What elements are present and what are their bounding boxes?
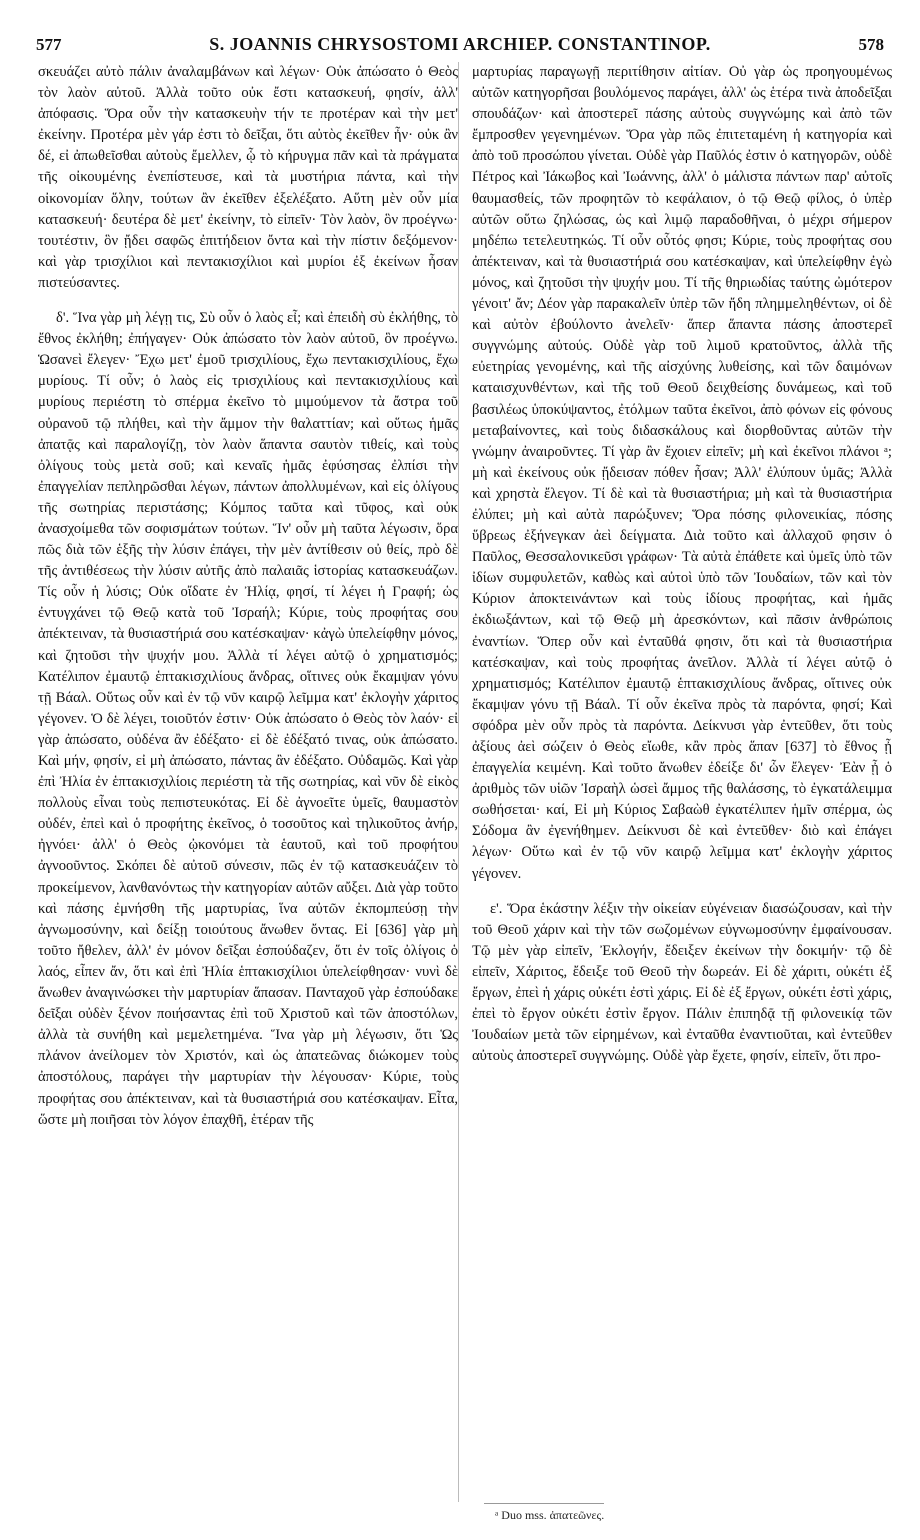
paragraph: σκευάζει αὐτὸ πάλιν ἀναλαμβάνων καὶ λέγων· Οὐκ ἀπώσατο ὁ Θεὸς τὸν λαὸν αὐτοῦ. Ἀλλὰ τοῦτο οὐκ ἔστι κατασκευή, φησίν, ἀλλ' ἀπόφασις. Ὅρα οὖν τὴν κατασκευὴν τήν τε προτέραν καὶ τὴν μετ' ἐκείνην. Προτέρα μὲν γάρ ἐστι τὸ δεῖξαι, ὅτι αὐτὸς ἐκεῖθεν ἦν· οὐκ ἂν δέ, εἰ ἀπωθεῖσθαι αὐτοὺς ἔμελλεν, ᾧ τὸ κήρυγμα πᾶν καὶ τὰ πράγματα τῆς οἰκουμένης ἐνεπίστευσε, καὶ τὰ μυστήρια πάντα, καὶ τὴν οἰκονομίαν ὅλην, τούτων ἂν ἐκεῖθεν ἐξελέξατο. Αὕτη μὲν οὖν μία κατασκευή· δευτέρα δὲ μετ' ἐκείνην, τὸ εἰπεῖν· Τὸν λαὸν, ὃν προέγνω· τουτέστιν, ὃν ᾔδει σαφῶς ἐπιτήδειον ὄντα καὶ τὴν πίστιν δεξόμενον· καὶ γὰρ τρισχίλιοι καὶ πεντακισχίλιοι καὶ μυρίοι ἐξ ἐκείνων ἦσαν πιστεύσαντες. bbox=[38, 64, 458, 291]
page-number-left: 577 bbox=[36, 35, 62, 54]
footnote-rule bbox=[484, 1503, 604, 1504]
right-column bbox=[472, 62, 892, 1502]
paragraph: δ'. Ἵνα γὰρ μὴ λέγῃ τις, Σὺ οὖν ὁ λαὸς εἶ; καὶ ἐπειδὴ σὺ ἐκλήθης, τὸ ἔθνος ἐκλήθη; ἐπήγαγεν· Οὐκ ἀπώσατο τὸν λαὸν αὐτοῦ, ὃν προέγνω. Ὡσανεὶ ἔλεγεν· Ἔχω μετ' ἐμοῦ τρισχιλίους, ἔχω πεντακισχιλίους, ἔχω μυρίους. Τί οὖν; ὁ λαὸς εἰς τρισχιλίους καὶ πεντακισχιλίους καὶ μυρίους περιέστη τὸ σπέρμα ἐκεῖνο τὸ μιμούμενον τὰ ἄστρα τοῦ οὐρανοῦ τῷ πλήθει, καὶ τὴν ἄμμον τὴν θαλαττίαν; καὶ οὕτως ἡμᾶς ἀπατᾷς καὶ παραλογίζῃ, τὸν λαὸν ἅπαντα σαυτὸν τιθείς, καὶ τοὺς ὀλίγους τοὺς μετὰ σοῦ; καὶ κεναῖς ἡμᾶς ἐφύσησας ἐλπίσι τὴν ἐπαγγελίαν πεπληρῶσθαι λέγων, πάντων ἀπολλυμένων, καὶ εἰς ὀλίγους τῆς σωτηρίας περιστάσης; Κόμπος ταῦτα καὶ τῦφος, καὶ οὐκ ἀνασχοίμεθα τῶν σοφισμάτων τούτων. Ἵν' οὖν μὴ ταῦτα λέγωσιν, ὅρα πῶς διὰ τῶν ἑξῆς τὴν λύσιν ἐπάγει, τὴν μὲν ἀντίθεσιν οὐ θείς, πρὸ δὲ τῆς ἀντιθέσεως τὴν λύσιν αὐτῆς ἀπὸ παλαιᾶς ἱστορίας κατασκευάζων. Τίς οὖν ἡ λύσις; Οὐκ οἴδατε ἐν Ἠλίᾳ, φησί, τί λέγει ἡ Γραφή; ὡς ἐντυγχάνει τῷ Θεῷ κατὰ τοῦ Ἰσραήλ; Κύριε, τοὺς προφήτας σου ἀπέκτειναν, τὰ θυσιαστήριά σου κατέσκαψαν· κἀγὼ ὑπελείφθην μόνος, καὶ ζητοῦσι τὴν ψυχήν μου. Ἀλλὰ τί λέγει αὐτῷ ὁ χρηματισμός; Κατέλιπον ἐμαυτῷ ἑπτακισχιλίους ἄνδρας, οἵτινες οὐκ ἔκαμψαν γόνυ τῇ Βάαλ. Οὕτως οὖν καὶ ἐν τῷ νῦν καιρῷ λεῖμμα κατ' ἐκλογὴν χάριτος γέγονεν. Ὁ δὲ λέγει, τοιοῦτόν ἐστιν· Οὐκ ἀπώσατο ὁ Θεὸς τὸν λαόν· εἰ γὰρ ἀπώσατο, οὐδένα ἂν ἐδέξατο· εἰ δὲ ἐδέξατό τινας, οὐκ ἀπώσατο. Καὶ μήν, φησίν, εἰ μὴ ἀπώσατο, πάντας ἂν ἐδέξατο. Οὐδαμῶς. Καὶ γὰρ ἐπὶ Ἠλία ἐν ἑπτακισχιλίοις περιέστη τὰ τῆς σωτηρίας, καὶ νῦν δὲ εἰκὸς πολλοὺς εἶναι τοὺς πεπιστευκότας. Εἰ δὲ ἀγνοεῖτε ὑμεῖς, θαυμαστὸν οὐδέν, ἐπεὶ καὶ ὁ προφήτης ἐκεῖνος, ὁ τοσοῦτος καὶ τηλικοῦτος ἀνήρ, ἠγνόει· ἀλλ' ὁ Θεὸς ᾠκονόμει τὰ ἑαυτοῦ, καὶ τοῦ προφήτου ἀγνοοῦντος. Σκόπει δὲ αὐτοῦ σύνεσιν, πῶς ἐν τῷ κατασκευάζειν τὸ προκείμενον, λανθανόντως τὴν κατηγορίαν αὐτῶν αὔξει. Διὰ γὰρ τοῦτο καὶ πάσης ἐμνήσθη τῆς μαρτυρίας, ἵνα αὐτῶν ἐκπομπεύσῃ τὴν ἀγνωμοσύνην, καὶ δείξῃ τοιούτους ἄνωθεν ὄντας. Εἰ [636] γὰρ μὴ τοῦτο ἤθελεν, ἀλλ' ἐν μόνον δεῖξαι ἐσπούδαζεν, ὅτι ἐν τοῖς ὀλίγοις ὁ λαός, εἶπεν ἄν, ὅτι καὶ ἐπὶ Ἠλία ἑπτακισχίλιοι ὑπελείφθησαν· νυνὶ δὲ ἄνωθεν ἀναγινώσκει τὴν μαρτυρίαν ἅπασαν. Πανταχοῦ γὰρ ἐσπούδακε δεῖξαι οὐδὲν ξένον ποιήσαντας ἐπὶ τοῦ Χριστοῦ καὶ τῶν ἀποστόλων, ἀλλὰ τὰ συνήθη καὶ μεμελετημένα. Ἵνα γὰρ μὴ λέγωσιν, ὅτι Ὡς πλάνον ἀνείλομεν τὸν Χριστόν, καὶ ὡς ἀπατεῶνας διώκομεν τοὺς ἀποστόλους, παράγει τὴν μαρτυρίαν τὴν λέγουσαν· Κύριε, τοὺς προφήτας σου ἀπέκτειναν, καὶ τὰ θυσιαστήριά σου κατέσκαψαν. Εἶτα, ὥστε μὴ ποιῆσαι τὸν λόγον ἐπαχθῆ, ἑτέραν τῆς bbox=[38, 310, 458, 1128]
paragraph: μαρτυρίας παραγωγῇ περιτίθησιν αἰτίαν. Οὐ γὰρ ὡς προηγουμένως αὐτῶν κατηγορῆσαι βουλόμενος παράγει, ἀλλ' ὡς ἑτέρα τινὰ ἀποδεῖξαι σπουδάζων· καὶ ἀποστερεῖ πάσης αὐτοὺς συγγνώμης καὶ ἀπὸ τῶν ἔμπροσθεν γεγενημένων. Ὅρα γὰρ πῶς ἐπιτεταμένη ἡ κατηγορία καὶ ἀπὸ τοῦ προσώπου γίνεται. Οὐδὲ γὰρ Παῦλός ἐστιν ὁ κατηγορῶν, οὐδὲ Πέτρος καὶ Ἰάκωβος καὶ Ἰωάννης, ἀλλ' ὁ μάλιστα πάντων παρ' αὐτοῖς θαυμασθείς, τῶν προφητῶν τὸ κεφάλαιον, ὁ τῷ Θεῷ φίλος, ὁ ὑπὲρ αὐτῶν οὕτω ζηλώσας, ὡς καὶ λιμῷ παραδοθῆναι, ὁ μέχρι σήμερον μηδέπω τετελευτηκώς. Τί οὖν οὗτός φησι; Κύριε, τοὺς προφήτας σου ἀπέκτειναν, καὶ τὰ θυσιαστήριά σου κατέσκαψαν, καὶ ὑπελείφθην ἐγὼ μόνος, καὶ ζητοῦσι τὴν ψυχήν μου. Τί τῆς θηριωδίας ταύτης ὠμότερον γένοιτ' ἄν; Δέον γὰρ παρακαλεῖν ὑπὲρ τῶν ἤδη πλημμεληθέντων, οἱ δὲ καὶ αὐτὸν ἐβούλοντο ἀνελεῖν· ἅπερ ἅπαντα πάσης ἀποστερεῖ συγγνώμης αὐτούς. Οὐδὲ γὰρ τοῦ λιμοῦ κρατοῦντος, ἀλλὰ τῆς εὐετηρίας γενομένης, καὶ τῆς αἰσχύνης λυθείσης, καὶ τῶν δαιμόνων καταισχυνθέντων, καὶ τῆς τοῦ Θεοῦ δειχθείσης δυνάμεως, καὶ τοῦ βασιλέως ὑποκύψαντος, ἐτόλμων ταῦτα ἐκεῖνοι, ἀπὸ φόνων εἰς φόνους μεταβαίνοντες, καὶ τοὺς διδασκάλους καὶ διορθοῦντας αὐτῶν τὴν γνώμην ἀναιροῦντες. Τί γὰρ ἂν ἔχοιεν εἰπεῖν; μὴ καὶ ἐκεῖνοι πλάνοι ᵃ; μὴ καὶ ἐκείνους οὐκ ᾔδεισαν πόθεν ἦσαν; Ἀλλ' ἐλύπουν ὑμᾶς; Ἀλλὰ καὶ χρηστὰ ἔλεγον. Τί δὲ καὶ τὰ θυσιαστήρια; μὴ καὶ τὰ θυσιαστήρια ἐλύπει; μὴ καὶ αὐτὰ παρώξυνεν; Ὅρα πόσης φιλονεικίας, πόσης ὕβρεως ἐξήνεγκαν ἀεὶ δείγματα. Διὰ τοῦτο καὶ ἀλλαχοῦ φησιν ὁ Παῦλος, Θεσσαλονικεῦσι γράφων· Τὰ αὐτὰ ἐπάθετε καὶ ὑμεῖς ὑπὸ τῶν ἰδίων συμφυλετῶν, καθὼς καὶ αὐτοὶ ὑπὸ τῶν Ἰουδαίων, τῶν καὶ τὸν Κύριον ἀποκτεινάντων καὶ τοὺς ἰδίους προφήτας, καὶ ἡμᾶς ἐκδιωξάντων, καὶ τῷ Θεῷ μὴ ἀρεσκόντων, καὶ πᾶσιν ἀνθρώποις ἐναντίων. Ὅπερ οὖν καὶ ἐνταῦθά φησιν, ὅτι καὶ τὰ θυσιαστήρια κατέσκαψαν, καὶ τοὺς προφήτας ἀνεῖλον. Ἀλλὰ τί λέγει αὐτῷ ὁ χρηματισμός; Κατέλιπον ἐμαυτῷ ἑπτακισχιλίους ἄνδρας, οἵτινες οὐκ ἔκαμψαν γόνυ τῇ Βάαλ. Τί οὖν ἐκεῖνα πρὸς τὰ παρόντα, φησί; Καὶ σφόδρα μὲν οὖν πρὸς τὰ παρόντα. Δείκνυσι γὰρ ἐντεῦθεν, ὅτι τοὺς ἀξίους ἀεὶ σώζειν ὁ Θεὸς εἴωθε, κἂν πρὸς ἅπαν [637] τὸ ἔθνος ᾖ ἐπαγγελία κειμένη. Καὶ τοῦτο ἄνωθεν ἐδείξε δι' ὧν ἔλεγεν· Ἐὰν ᾖ ὁ ἀριθμὸς τῶν υἱῶν Ἰσραὴλ ὡσεὶ ἄμμος τῆς θαλάσσης, τὸ ἐγκατάλειμμα σωθήσεται· καί, Εἰ μὴ Κύριος Σαβαὼθ ἐγκατέλιπεν ἡμῖν σπέρμα, ὡς Σόδομα ἂν ἐγενήθημεν. Δείκνυσι δὲ καὶ ἐντεῦθεν· διὸ καὶ ἐπάγει λέγων· Οὕτω καὶ ἐν τῷ νῦν καιρῷ λεῖμμα κατ' ἐκλογὴν χάριτος γέγονεν. bbox=[472, 64, 892, 882]
left-column bbox=[38, 62, 458, 1502]
footnote: ᵃ Duo mss. ἀπατεῶνες. bbox=[495, 1508, 605, 1522]
running-title: S. JOANNIS CHRYSOSTOMI ARCHIEP. CONSTANTINOP. bbox=[209, 34, 711, 54]
page-number-right: 578 bbox=[858, 35, 884, 54]
paragraph: ε'. Ὅρα ἑκάστην λέξιν τὴν οἰκείαν εὐγένειαν διασώζουσαν, καὶ τὴν τοῦ Θεοῦ χάριν καὶ τὴν τῶν σωζομένων εὐγνωμοσύνην ἐμφαίνουσαν. Τῷ μὲν γὰρ εἰπεῖν, Ἐκλογήν, ἔδειξεν ἐκείνων τὴν δοκιμήν· τῷ δὲ εἰπεῖν, Χάριτος, ἔδειξε τοῦ Θεοῦ τὴν δωρεάν. Εἰ δὲ χάριτι, οὐκέτι ἐξ ἔργων, ἐπεὶ ἡ χάρις οὐκέτι ἐστὶ χάρις. Εἰ δὲ ἐξ ἔργων, οὐκέτι ἐστὶ χάρις, ἐπεὶ τὸ ἔργον οὐκέτι ἐστὶν ἔργον. Πάλιν ἐπιπηδᾷ τῇ φιλονεικίᾳ τῶν Ἰουδαίων μετὰ τῶν εἰρημένων, καὶ ἐνταῦθα ἐναντιοῦται, καὶ ἐντεῦθεν αὐτοὺς ἀποστερεῖ συγγνώμης. Οὐδὲ γὰρ ἔχετε, φησίν, εἰπεῖν, ὅτι προ- bbox=[472, 900, 892, 1065]
column-divider bbox=[458, 62, 459, 1502]
page-header bbox=[36, 34, 884, 60]
